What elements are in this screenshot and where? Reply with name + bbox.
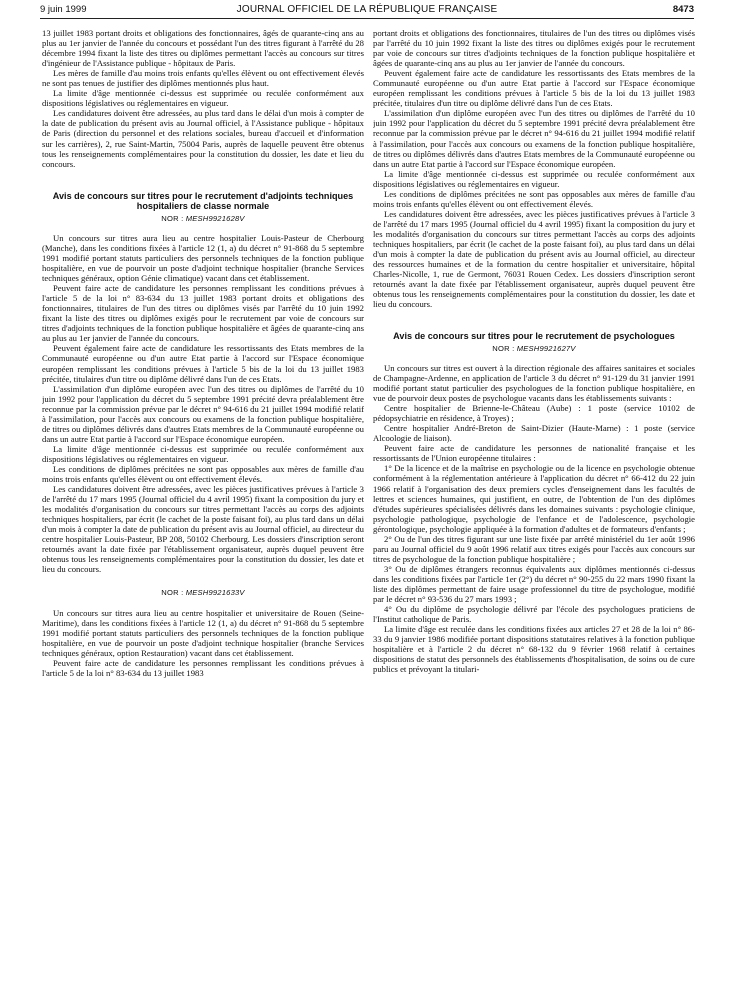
right-column (373, 28, 695, 986)
paragraph: 13 juillet 1983 portant droits et obligations des fonctionnaires, âgés de quarante-cinq ans au plus au 1er janvier de l'année du concours et possédant l'un des titres figurant à l'arrêté du 28 décembre 1994 fixant la liste des titres ou diplômes permettant l'accès au concours sur titres d'ingénieur de l'Assistance publique - hôpitaux de Paris. (42, 28, 364, 69)
paragraph: Un concours sur titres aura lieu au centre hospitalier Louis-Pasteur de Cherbourg (Manche), dans les conditions fixées à l'article 12 (1, a) du décret n° 91-868 du 5 septembre 1991 modifié portant statuts particuliers des personnels techniques de la fonction publique hospitalière, en vue de pourvoir un poste d'adjoint technique hospitalier (branche Services techniques généraux, option Génie climatique) vacant dans cet établissement. (42, 232, 364, 284)
paragraph: Centre hospitalier André-Breton de Saint-Dizier (Haute-Marne) : 1 poste (service Alcoologie de liaison). (373, 423, 695, 444)
paragraph: portant droits et obligations des fonctionnaires, titulaires de l'un des titres ou diplômes visés par l'arrêté du 10 juin 1992 fixant la liste des titres ou diplômes exigés pour le recrutement par voie de concours sur titres d'adjoints techniques de la fonction publique hospitalière et âgées de quarante-cinq ans au plus au 1er janvier de l'année du concours. (373, 28, 695, 69)
paragraph: La limite d'âge mentionnée ci-dessus est supprimée ou reculée conformément aux dispositions législatives ou réglementaires en vigueur. (42, 443, 364, 464)
paragraph: 1° De la licence et de la maîtrise en psychologie ou de la licence en psychologie obtenue conformément à la réglementation antérieure à l'application du décret n° 66-412 du 22 juin 1966 relatif à l'organisation des deux premiers cycles d'enseignement dans les facultés de lettres et sciences humaines, qui justifient, en outre, de l'obtention de l'un des diplômes d'études supérieures spécialisées délivrés dans les domaines suivants : psychologie clinique, psychologie pathologique, psychologie de l'enfance et de l'adolescence, psychologie gérontologique, psychologie appliquée à la formation d'adultes et de formateurs d'enfants ; (373, 463, 695, 534)
paragraph: Un concours sur titres est ouvert à la direction régionale des affaires sanitaires et sociales de Champagne-Ardenne, en application de l'article 3 du décret n° 91-129 du 31 janvier 1991 modifié portant statut particulier des psychologues de la fonction publique hospitalière, en vue de pourvoir deux postes de psychologue vacants dans les établissements suivants : (373, 362, 695, 404)
paragraph: Peuvent faire acte de candidature les personnes remplissant les conditions prévues à l'article 5 de la loi n° 83-634 du 13 juillet 1983 (42, 657, 364, 678)
nor-reference (373, 344, 695, 354)
left-section-body (42, 233, 364, 575)
paragraph: Les candidatures doivent être adressées, avec les pièces justificatives prévues à l'article 3 de l'arrêté du 17 mars 1995 (Journal officiel du 4 avril 1995) fixant la composition du jury et les modalités d'organisation du concours sur titres permettant l'accès au corps des adjoints techniques hospitaliers, par écrit (le cachet de la poste faisant foi), au plus tard dans un délai d'un mois à compter la date de publication du présent avis au Journal officiel, au directeur du centre hospitalier Louis-Pasteur, BP 208, 50102 Cherbourg. Les dossiers d'inscription seront retournés avant la date fixée par l'établissement organisateur, auprès duquel peuvent être obtenus tous les renseignements complémentaires pour la constitution du dossier, les date et lieu du concours. (42, 484, 364, 575)
paragraph: La limite d'âge est reculée dans les conditions fixées aux articles 27 et 28 de la loi n° 86-33 du 9 janvier 1986 modifiée portant dispositions statutaires relatives à la fonction publique hospitalière et à l'article 2 du décret n° 68-132 du 9 février 1968 relatif à certaines dispositions de statut des personnels des établissements d'hospitalisation, de soins ou de cure publics et prévoyant la titulari- (373, 624, 695, 675)
paragraph: Les candidatures doivent être adressées, au plus tard dans le délai d'un mois à compter de la date de publication du présent avis au Journal officiel, à l'Assistance publique - hôpitaux de Paris (direction du personnel et des relations sociales, bureau d'accueil et d'information sur les carrières), 2, rue Saint-Martin, 75004 Paris, auprès de laquelle peuvent être obtenus tous les renseignements complémentaires pour la constitution du dossier, les date et lieu du concours. (42, 108, 364, 169)
paragraph: La limite d'âge mentionnée ci-dessus est supprimée ou reculée conformément aux dispositions législatives ou réglementaires en vigueur. (42, 88, 364, 109)
header-page-number: 8473 (672, 4, 694, 15)
paragraph: 4° Ou du diplôme de psychologie délivré par l'école des psychologues praticiens de l'Institut catholique de Paris. (373, 604, 695, 625)
nor-reference (42, 214, 364, 224)
paragraph: 2° Ou de l'un des titres figurant sur une liste fixée par arrêté ministériel du 1er août 1996 paru au Journal officiel du 9 août 1996 relatif aux titres exigés pour l'accès aux concours sur titres de psychologue de la fonction publique hospitalière ; (373, 533, 695, 564)
nor-code: MESH9921633V (185, 588, 245, 598)
section-title-adjoints: Avis de concours sur titres pour le recrutement d'adjoints techniques hospitaliers de classe normale (52, 190, 354, 212)
header-date: 9 juin 1999 (40, 4, 87, 15)
paragraph: Peuvent également faire acte de candidature les ressortissants des Etats membres de la Communauté européenne ou d'un autre Etat partie à l'accord sur l'Espace économique européen remplissant les conditions prévues à l'article 5 bis de la loi du 13 juillet 1983 précitée, titulaires d'un titre ou diplôme délivré dans l'un de ces Etats. (42, 343, 364, 384)
paragraph: Centre hospitalier de Brienne-le-Château (Aube) : 1 poste (service 10102 de pédopsychiatrie en résidence, à Troyes) ; (373, 403, 695, 424)
paragraph: La limite d'âge mentionnée ci-dessus est supprimée ou reculée conformément aux dispositions législatives ou réglementaires en vigueur. (373, 168, 695, 189)
paragraph: 3° Ou de diplômes étrangers reconnus équivalents aux diplômes mentionnés ci-dessus dans les conditions fixées par l'article 1er (2°) du décret n° 90-255 du 22 mars 1990 fixant la liste des diplômes permettant de faire usage professionnel du titre de psychologue, modifié par le décret n° 93-536 du 27 mars 1993 ; (373, 563, 695, 605)
header-journal-title: JOURNAL OFFICIEL DE LA RÉPUBLIQUE FRANÇAISE (236, 4, 498, 15)
nor-label: NOR : (492, 343, 515, 353)
left-intro (42, 28, 364, 169)
paragraph: Peuvent faire acte de candidature les personnes remplissant les conditions prévues à l'article 5 de la loi n° 83-634 du 13 juillet 1983 portant droits et obligations des fonctionnaires, titulaires de l'un des titres ou diplômes visés par l'arrêté du 10 juin 1992 fixant la liste des titres ou diplômes exigés pour le recrutement par voie de concours sur titres d'adjoints techniques de la fonction publique hospitalière et âgées de quarante-cinq ans au plus au 1er janvier de l'année du concours. (42, 283, 364, 344)
paragraph: Un concours sur titres aura lieu au centre hospitalier et universitaire de Rouen (Seine-Maritime), dans les conditions fixées à l'article 12 (1, a) du décret n° 91-868 du 5 septembre 1991 modifié portant statuts particuliers des personnels techniques de la fonction publique hospitalière, en vue de pourvoir un poste d'adjoint technique hospitalier (branche Services techniques généraux, option Restauration) vacant dans cet établissement. (42, 607, 364, 658)
left-section2-body (42, 608, 364, 678)
paragraph: Les candidatures doivent être adressées, avec les pièces justificatives prévues à l'article 3 de l'arrêté du 17 mars 1995 (Journal officiel du 4 avril 1995) fixant la composition du jury et les modalités d'organisation du concours sur titres permettant l'accès au corps des adjoints techniques hospitaliers, par écrit (le cachet de la poste faisant foi), au plus tard dans un délai d'un mois à compter la date de publication du présent avis au Journal officiel, au directeur des ressources humaines et de la formation du centre hospitalier et universitaire, hôpital Charles-Nicolle, 1, rue de Germont, 76031 Rouen Cedex. Les dossiers d'inscription seront retournés avant la date fixée par l'établissement organisateur, auprès duquel peuvent être obtenus tous les renseignements complémentaires pour la constitution du dossier, les date et lieu du concours. (373, 208, 695, 310)
paragraph: L'assimilation d'un diplôme européen avec l'un des titres ou diplômes de l'arrêté du 10 juin 1992 pour l'application du décret du 5 septembre 1991 précité devra préalablement être reconnue par la commission prévue par le décret n° 94-616 du 21 juillet 1994 modifié relatif à l'assimilation, pour l'accès aux concours ou examens de la fonction publique hospitalière, de titres ou diplômes délivrés dans d'autres Etats membres de la Communauté européenne ou dans un autre Etat partie à l'accord sur l'Espace économique européen. (42, 383, 364, 444)
nor-label: NOR : (161, 588, 184, 598)
paragraph: Peuvent faire acte de candidature les personnes de nationalité française et les ressortissants de l'Union européenne titulaires : (373, 443, 695, 464)
right-section-body (373, 363, 695, 674)
paragraph: Les conditions de diplômes précitées ne sont pas opposables aux mères de famille d'au moins trois enfants qu'elles élèvent ou ont effectivement élevés. (373, 188, 695, 209)
nor-reference-2 (42, 588, 364, 598)
header-rule (40, 18, 694, 19)
page-header (40, 4, 694, 18)
nor-label: NOR : (161, 213, 184, 223)
paragraph: L'assimilation d'un diplôme européen avec l'un des titres ou diplômes de l'arrêté du 10 juin 1992 pour l'application du décret du 5 septembre 1991 précité devra préalablement être reconnue par la commission prévue par le décret n° 94-616 du 21 juillet 1994 modifié relatif à l'assimilation, pour l'accès aux concours ou examens de la fonction publique hospitalière, de titres ou diplômes délivrés dans d'autres Etats membres de la Communauté européenne ou dans un autre Etat partie à l'accord sur l'Espace économique européen. (373, 108, 695, 169)
paragraph: Les conditions de diplômes précitées ne sont pas opposables aux mères de famille d'au moins trois enfants qu'elles élèvent ou ont effectivement élevés. (42, 463, 364, 485)
paragraph: Peuvent également faire acte de candidature les ressortissants des Etats membres de la Communauté européenne ou d'un autre Etat partie à l'accord sur l'Espace économique européen remplissant les conditions prévues à l'article 5 bis de la loi du 13 juillet 1983 précitée, titulaires d'un titre ou diplôme délivré dans l'un de ces Etats. (373, 68, 695, 109)
left-column (42, 28, 364, 986)
nor-code: MESH9921628V (185, 213, 245, 223)
section-title-psychologues: Avis de concours sur titres pour le recrutement de psychologues (393, 331, 675, 342)
paragraph: Les mères de famille d'au moins trois enfants qu'elles élèvent ou ont effectivement élevés ne sont pas tenues de justifier des diplômes mentionnés plus haut. (42, 68, 364, 89)
nor-code: MESH9921627V (516, 343, 576, 353)
right-continued (373, 28, 695, 309)
